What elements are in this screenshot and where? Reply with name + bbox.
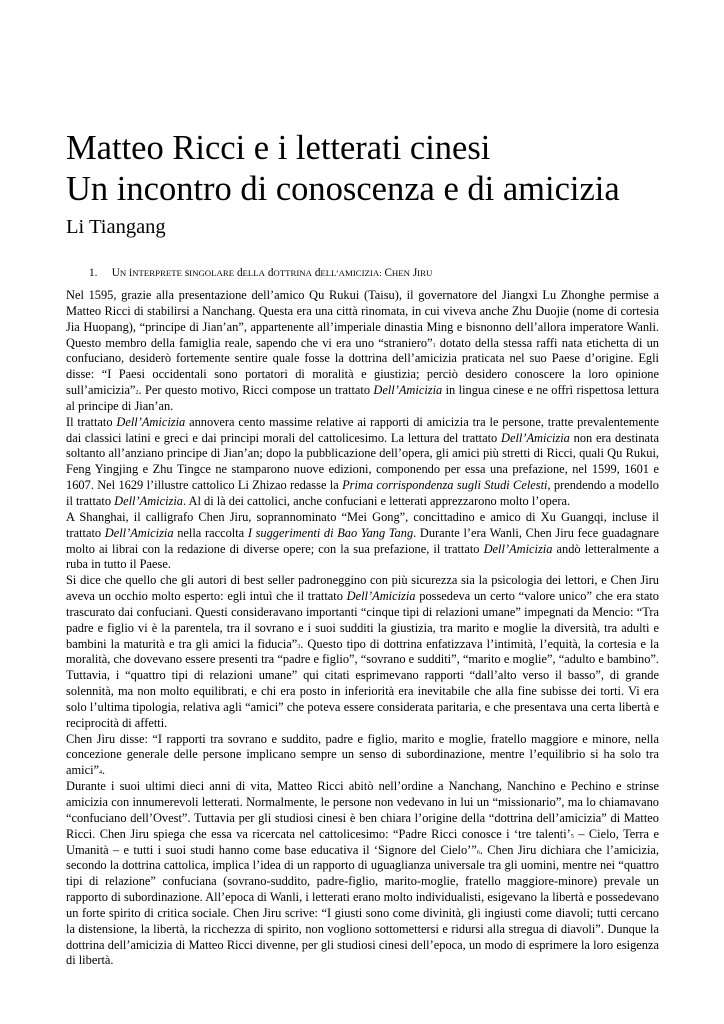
text-run: Nel 1595, grazie alla presentazione dell’amico Qu Rukui (Taisu), il governatore del Jiangxi Lu Zhonghe permise a Matteo Ricci di stabilirsi a Nanchang. Questa era una città rinomata, in cui viveva anche Zhu Duojie (nome di cortesia Jia Huopang), “principe di Jian’an”, appartenente all’imperiale dinastia Ming e bisnonno dell’allora imperatore Wanli. Questo membro della famiglia reale, sapendo che vi era uno “straniero” bbox=[66, 288, 659, 350]
paragraph bbox=[66, 573, 659, 731]
italic-title: Dell’Amicizia bbox=[104, 525, 174, 540]
text-run: – Cielo, Terra e Umanità – e tutti i suoi studi hanno come base educativa il ‘Signore del Cielo’” bbox=[66, 826, 659, 857]
text-run: Si dice che quello che gli autori di best seller padroneggino con più sicurezza sia la psicologia dei lettori, e Chen Jiru aveva un occhio molto esperto: egli intuì che il trattato bbox=[66, 573, 659, 604]
text-run: Il trattato bbox=[66, 414, 117, 429]
section-number: 1. bbox=[89, 267, 98, 279]
italic-title: Dell’Amicizia bbox=[483, 541, 553, 556]
paragraph bbox=[66, 732, 659, 780]
text-run: dotato della stessa raffi nata etichetta di un confuciano, desiderò fortemente sentire quale fosse la dottrina dell’amicizia praticata nel suo Paese d’origine. Egli disse: “I Paesi occidentali sono portatori di moralità e giustizia; perciò desidero conoscere la loro opinione sull’amicizia” bbox=[66, 335, 659, 398]
section-title: UN iNTERPRETE sINGOLARE dELLA dOTTRINA dELL’AMICIZIA: CHEN JIRU bbox=[111, 267, 433, 279]
text-run: . Durante l’era Wanli, Chen Jiru fece guadagnare molto ai librai con la redazione di diverse opere; con la sua prefazione, il trattato bbox=[66, 525, 660, 556]
text-run: . Chen Jiru dichiara che l’amicizia, secondo la dottrina cattolica, implica l’idea di un rapporto di uguaglianza universale tra gli uomini, mentre nei “quattro tipi di relazione” confuciana (sovrano-suddito, padre-figlio, marito-moglie, fratello maggiore-minore) prevale un rapporto di subordinazione. All’epoca di Wanli, i letterati erano molto individualisti, esigevano la libertà e possedevano un forte spirito di critica sociale. Chen Jiru scrive: “I giusti sono come divinità, gli ingiusti come diavoli; tutti cercano la distensione, la libertà, la ricchezza di spirito, non vogliono sottomettersi e ridursi alla stregua di diavoli”. Dunque la dottrina dell’amicizia di Matteo Ricci divenne, per gli studiosi cinesi dell’epoca, un modo di esprimere la loro esigenza di libertà. bbox=[66, 842, 659, 968]
title-line-2: Un incontro di conoscenza e di amicizia bbox=[66, 170, 620, 208]
paragraph bbox=[66, 779, 659, 969]
paragraph bbox=[66, 415, 659, 510]
footnote-marker: 5 bbox=[570, 833, 574, 840]
italic-title: Dell’Amicizia bbox=[346, 589, 416, 604]
text-run: possedeva un certo “valore unico” che era stato trascurato dai confuciani. Questi consideravano importanti “cinque tipi di relazioni umane” impegnati da Mencio: “Tra padre e figlio vi è la parentela, tra il sovrano e i suoi sudditi la giustizia, tra marito e moglie la diversità, tra adulti e bambini la maturità e tra gli amici la fiducia” bbox=[66, 589, 659, 651]
text-run: nella raccolta bbox=[173, 525, 248, 540]
footnote-marker: 4 bbox=[99, 770, 103, 777]
footnote-marker: 6 bbox=[476, 849, 480, 856]
text-run: annovera cento massime relative ai rapporti di amicizia tra le persone, tratte prevalentemente dai classici latini e greci e dai principi morali del cattolicesimo. La lettura del trattato bbox=[66, 414, 660, 445]
footnote-marker: 2 bbox=[135, 390, 139, 397]
text-run: in lingua cinese e ne offrì rispettosa lettura al principe di Jian’an. bbox=[66, 383, 659, 413]
text-run: Chen Jiru disse: “I rapporti tra sovrano e suddito, padre e figlio, marito e moglie, fratello maggiore e minore, nella concezione generale delle persone implicano sempre un senso di subordinazione, mentre l’equilibrio si ha solo tra amici” bbox=[66, 731, 659, 778]
text-run: . Al di là dei cattolici, anche confuciani e letterati apprezzarono molto l’opera. bbox=[183, 493, 571, 508]
text-run: non era destinata soltanto all’anziano principe di Jian’an; dopo la pubblicazione dell’opera, gli amici più stretti di Ricci, quali Qu Rukui, Feng Yingjing e Zhu Tingce ne stamparono nuove edizioni, componendo per essa una prefazione, nel 1599, 1601 e 1607. Nel 1629 l’illustre cattolico Li Zhizao redasse la bbox=[66, 430, 659, 493]
footnote-marker: 1 bbox=[432, 342, 436, 349]
text-run: . bbox=[102, 763, 106, 778]
text-run: . Per questo motivo, Ricci compose un trattato bbox=[138, 383, 374, 398]
author-name: Li Tiangang bbox=[66, 216, 166, 238]
paragraph bbox=[66, 288, 659, 415]
text-run: . Questo tipo di dottrina enfatizzava l’intimità, l’equità, la cortesia e la moralità, che dovevano essere presenti tra “padre e figlio”, “sovrano e sudditi”, “marito e moglie”, “adulto e bambino”. Tuttavia, i “quattro tipi di relazioni umane” qui citati esprimevano rapporti “dall’alto verso il basso”, di grande solennità, ma non molto equilibrati, e chi era posto in inferiorità era inevitabile che alla fine subisse dei torti. Vi era solo l’ultima tipologia, relativa agli “amici” che poteva essere considerata paritaria, e che presentava una certa libertà e reciprocità di affetti. bbox=[66, 636, 659, 730]
italic-title: Dell’Amicizia bbox=[114, 493, 183, 508]
text-run: Durante i suoi ultimi dieci anni di vita, Matteo Ricci abitò nell’ordine a Nanchang, Nanchino e Pechino e strinse amicizia con innumerevoli letterati. Normalmente, le persone non vedevano in lui un “missionario”, ma lo chiamavano “confuciano dell’Ovest”. Tuttavia per gli studiosi cinesi è ben chiara l’origine della “dottrina dell’amicizia” di Matteo Ricci. Chen Jiru spiega che essa va ricercata nel cattolicesimo: “Padre Ricci conosce i ‘tre talenti’ bbox=[66, 779, 659, 841]
text-run: A Shanghai, il calligrafo Chen Jiru, soprannominato “Mei Gong”, concittadino e amico di Xu Guangqi, incluse il trattato bbox=[66, 509, 659, 540]
text-run: , prendendo a modello il trattato bbox=[66, 478, 660, 508]
body-text bbox=[66, 288, 659, 969]
italic-title: I suggerimenti di Bao Yang Tang bbox=[247, 525, 414, 540]
title-line-1: Matteo Ricci e i letterati cinesi bbox=[66, 129, 491, 167]
italic-title: Dell’Amicizia bbox=[116, 414, 186, 429]
italic-title: Dell’Amicizia bbox=[373, 383, 443, 398]
italic-title: Dell’Amicizia bbox=[501, 430, 570, 445]
text-run: andò letteralmente a ruba in tutto il Paese. bbox=[66, 541, 659, 572]
title-block bbox=[66, 128, 686, 240]
paragraph bbox=[66, 510, 659, 573]
footnote-marker: 3 bbox=[297, 643, 301, 650]
italic-title: Prima corrispondenza sugli Studi Celesti bbox=[342, 478, 548, 493]
section-heading bbox=[89, 266, 689, 280]
